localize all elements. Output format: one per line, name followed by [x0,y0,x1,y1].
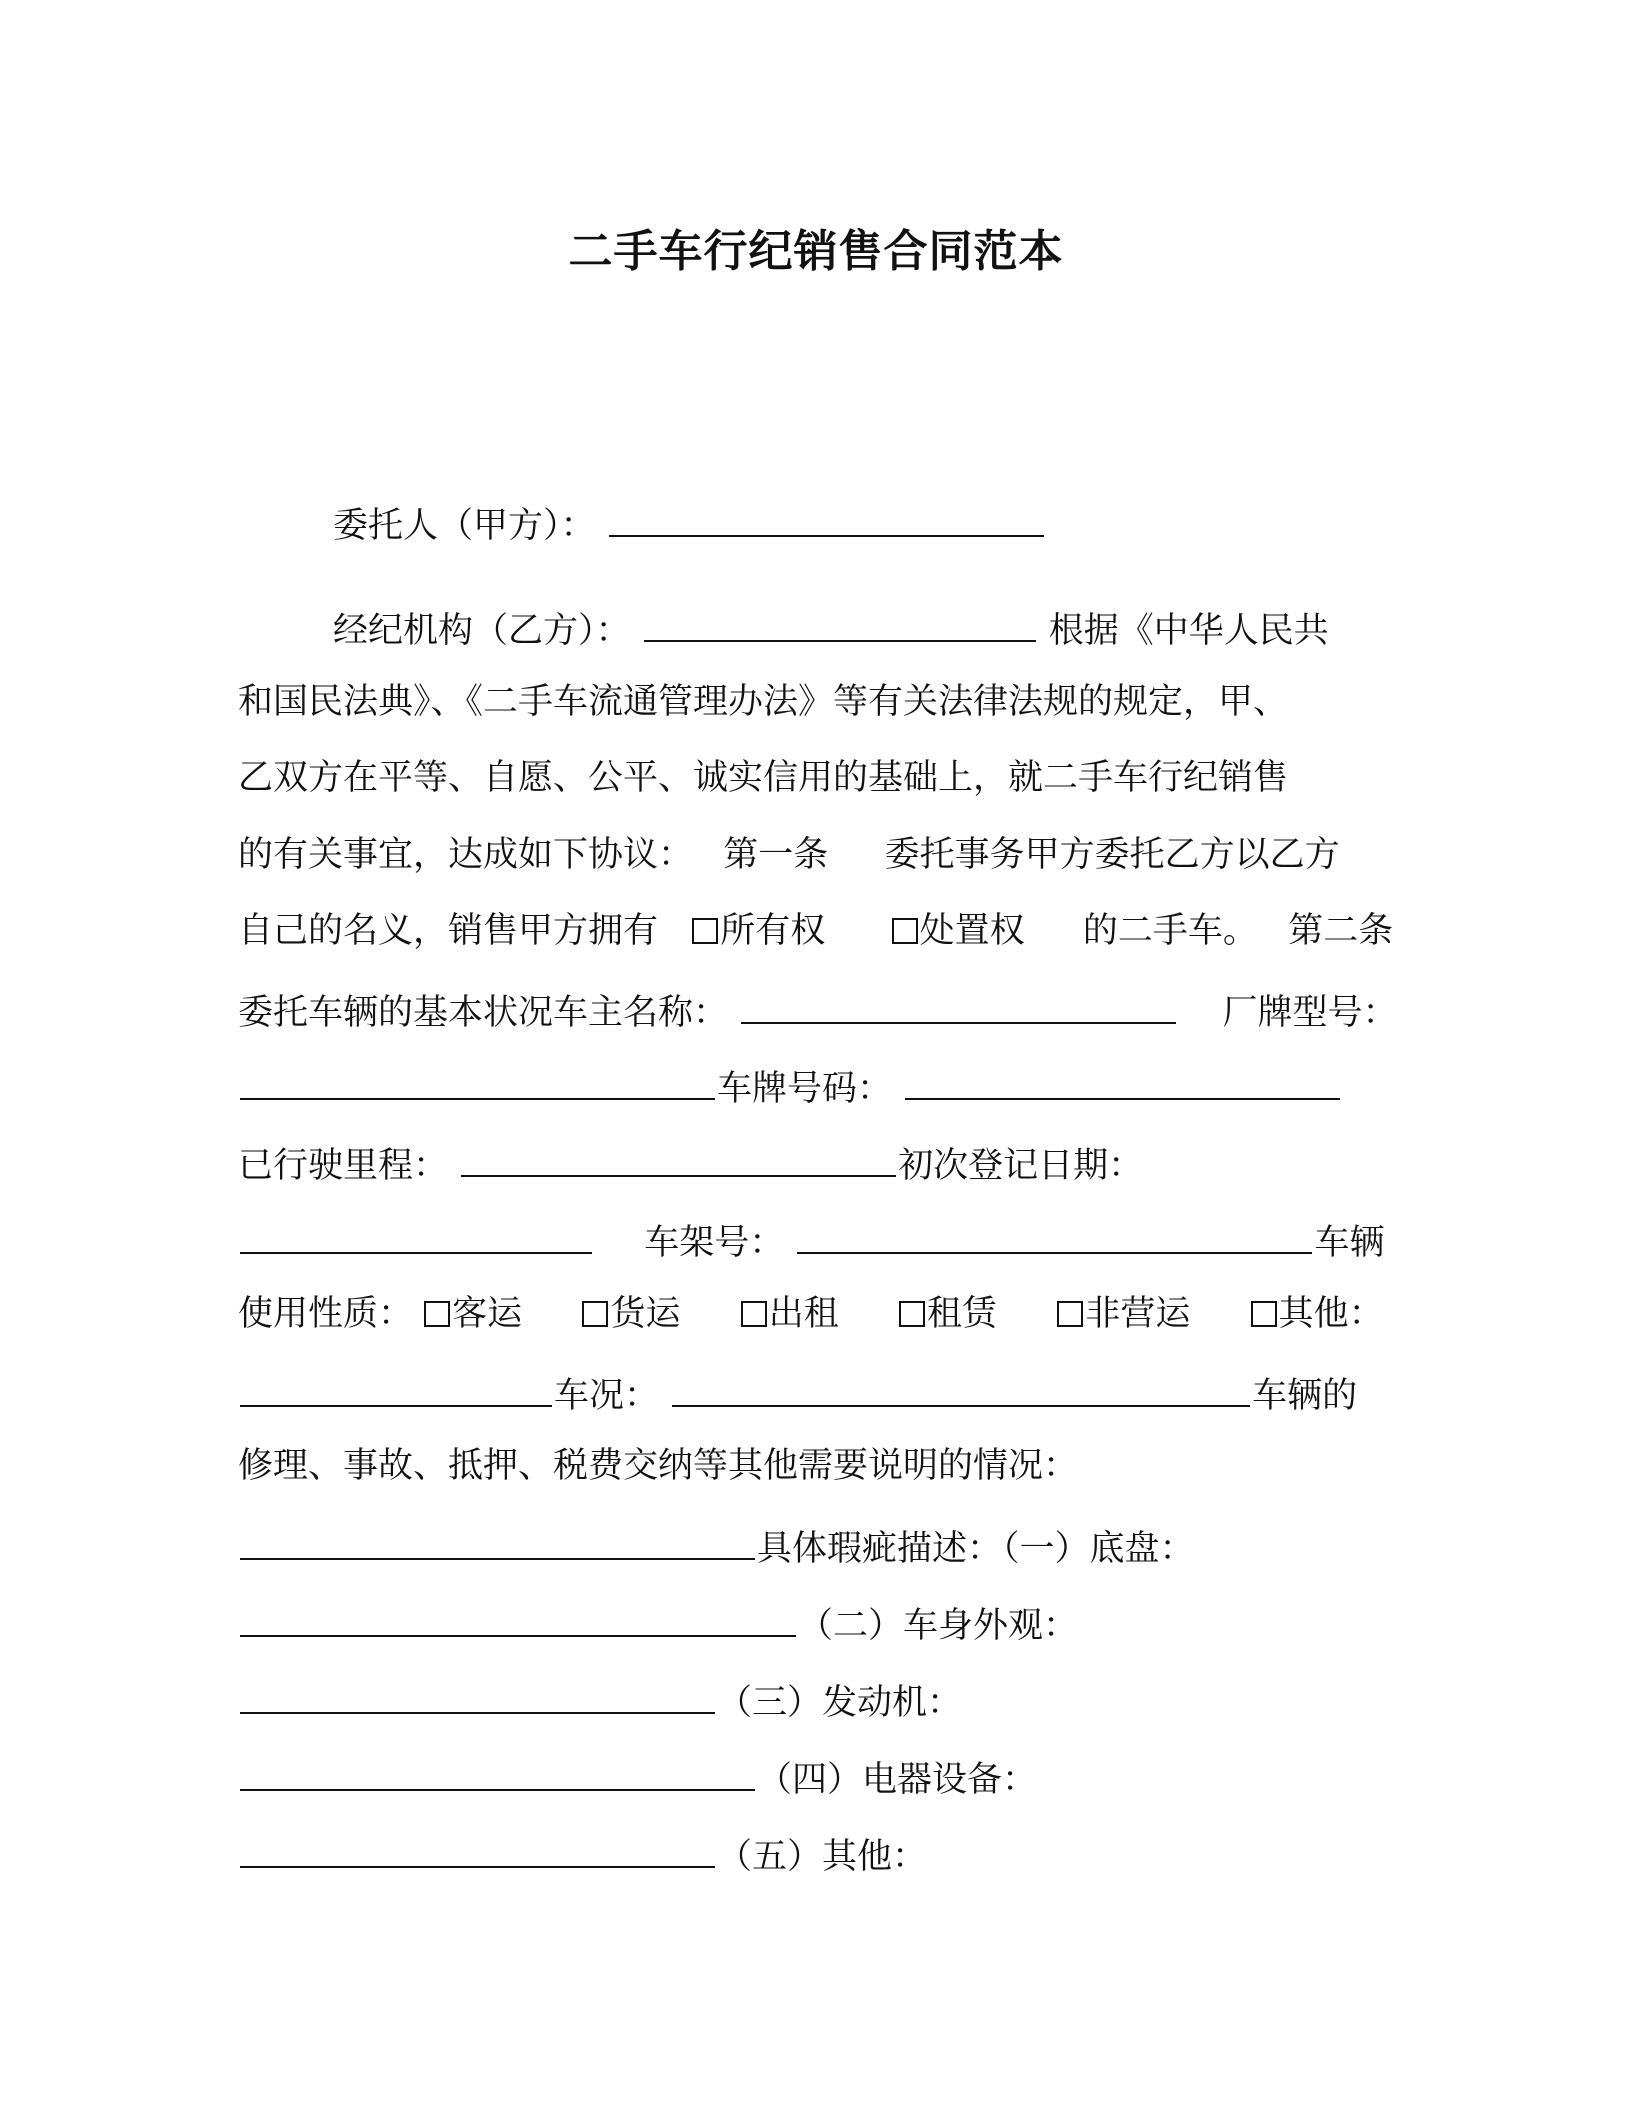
leasing-checkbox[interactable] [899,1301,925,1327]
vin-label: 车架号： [644,1223,785,1263]
electrical-blank[interactable] [240,1826,715,1868]
engine-blank[interactable] [240,1749,755,1791]
first-registration-label: 初次登记日期： [898,1146,1144,1186]
article-1-title: 第一条 [723,835,829,875]
basis-line-2: 和国民法典》、《二手车流通管理办法》等有关法律法规的规定，甲、 [238,682,1289,722]
client-line [333,495,1046,545]
brand-model-label: 厂牌型号： [1222,993,1398,1033]
defects-line [238,1518,1195,1568]
used-car-text: 的二手车。 [1082,911,1258,951]
usage-option-label: 其他： [1278,1294,1384,1334]
ownership-text: 自己的名义，销售甲方拥有 [238,911,659,951]
plate-line [238,1058,1342,1108]
other-info-line: 修理、事故、抵押、税费交纳等其他需要说明的情况： [238,1446,1079,1486]
usage-option-label: 客运 [452,1294,523,1334]
vehicle-word: 车辆 [1314,1223,1385,1263]
usage-option-label: 出租 [768,1294,839,1334]
defect-engine-label: （三）发动机： [717,1683,963,1723]
defect-body-label: （二）车身外观： [798,1606,1079,1646]
other-info-blank[interactable] [240,1518,755,1560]
other-usage-blank[interactable] [240,1365,552,1407]
mileage-line [238,1135,1143,1185]
other-defect-line [238,1826,927,1876]
defect-other-label: （五）其他： [717,1837,928,1877]
usage-label: 使用性质： [238,1294,414,1334]
disposal-checkbox[interactable] [892,918,918,944]
vin-blank[interactable] [797,1212,1312,1254]
usage-option-label: 租赁 [927,1294,998,1334]
broker-label: 经纪机构（乙方）： [333,611,631,651]
condition-line [238,1365,1357,1415]
vehicle-info-line [238,982,1397,1032]
vehicle-of-word: 车辆的 [1252,1376,1358,1416]
plate-number-label: 车牌号码： [717,1069,893,1109]
agreement-text: 的有关事宜，达成如下协议： [238,835,694,875]
article-1-text: 委托事务甲方委托乙方以乙方 [884,835,1340,875]
brand-model-blank[interactable] [240,1058,715,1100]
document-title: 二手车行纪销售合同范本 [568,226,1064,277]
disposal-option-label: 处置权 [919,911,1025,951]
taxi-checkbox[interactable] [741,1301,767,1327]
chassis-blank[interactable] [240,1595,796,1637]
freight-checkbox[interactable] [582,1301,608,1327]
body-blank[interactable] [240,1672,715,1714]
article-2-title: 第二条 [1288,911,1394,951]
engine-defect-line [238,1672,962,1722]
mileage-blank[interactable] [461,1135,896,1177]
passenger-checkbox[interactable] [424,1301,450,1327]
owner-name-blank[interactable] [741,982,1176,1024]
client-blank[interactable] [609,495,1044,537]
basis-text-head: 根据《中华人民共 [1048,611,1329,651]
defect-electrical-label: （四）电器设备： [757,1760,1038,1800]
usage-line [238,1289,1384,1339]
defects-label: 具体瑕疵描述： [757,1529,1003,1569]
non-commercial-checkbox[interactable] [1057,1301,1083,1327]
article-2-text: 委托车辆的基本状况 [238,993,554,1033]
usage-option-label: 货运 [610,1294,681,1334]
ownership-option-label: 所有权 [720,911,826,951]
mileage-label: 已行驶里程： [238,1146,449,1186]
first-registration-blank[interactable] [240,1212,592,1254]
broker-blank[interactable] [644,600,1036,642]
ownership-checkbox[interactable] [692,918,718,944]
basis-line-3: 乙双方在平等、自愿、公平、诚实信用的基础上，就二手车行纪销售 [238,758,1289,798]
body-defect-line [238,1595,1078,1645]
condition-label: 车况： [554,1376,660,1416]
usage-option-label: 非营运 [1085,1294,1191,1334]
other-usage-checkbox[interactable] [1251,1301,1277,1327]
plate-number-blank[interactable] [905,1058,1340,1100]
vin-line [238,1212,1384,1262]
owner-name-label: 车主名称： [553,993,729,1033]
client-label: 委托人（甲方）： [333,506,596,546]
ownership-line [238,906,1393,956]
basis-line-4 [238,830,1340,880]
broker-line [333,600,1329,650]
defect-chassis-label: （一）底盘： [1002,1529,1195,1569]
electrical-defect-line [238,1749,1037,1799]
condition-blank[interactable] [672,1365,1250,1407]
